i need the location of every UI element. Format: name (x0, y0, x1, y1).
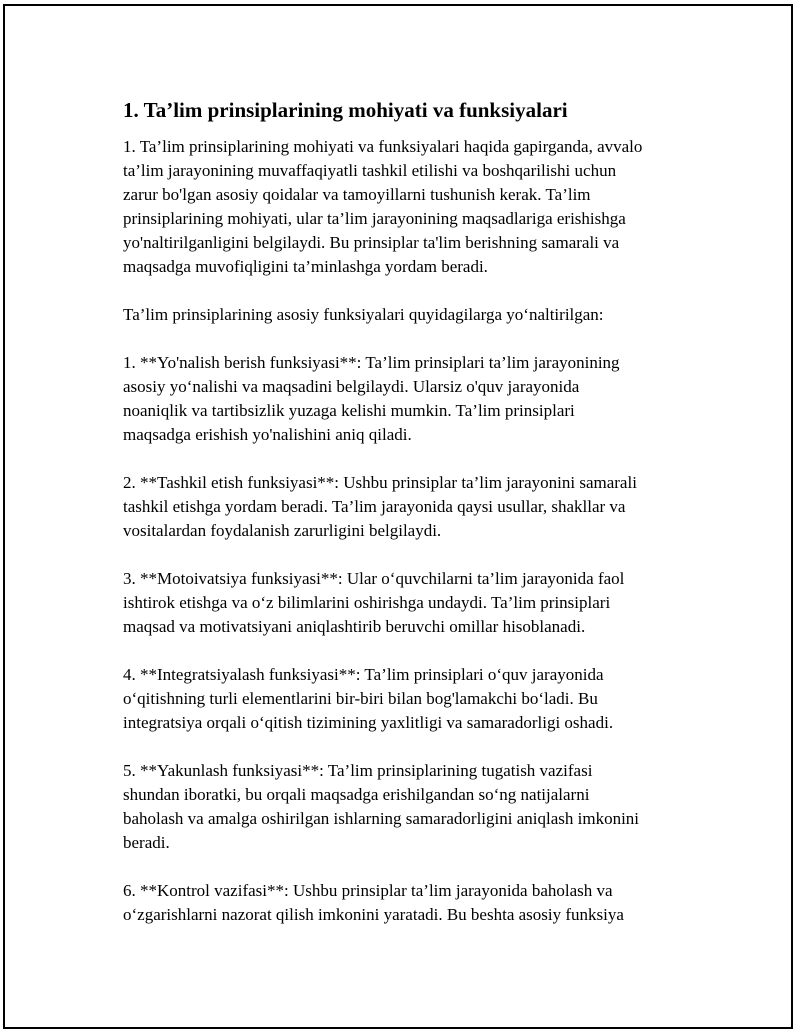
document-title: 1. Ta’lim prinsiplarining mohiyati va funksiyalari (123, 98, 568, 122)
text-line: integratsiya orqali o‘qitish tizimining yaxlitligi va samaradorligi oshadi. (123, 713, 614, 732)
text-line: baholash va amalga oshirilgan ishlarning samaradorligini aniqlash imkonini (123, 809, 640, 828)
text-line: 3. **Motoivatsiya funksiyasi**: Ular o‘quvchilarni ta’lim jarayonida faol (123, 569, 625, 588)
text-line: 4. **Integratsiyalash funksiyasi**: Ta’lim prinsiplari o‘quv jarayonida (123, 665, 604, 684)
text-line: 5. **Yakunlash funksiyasi**: Ta’lim prinsiplarining tugatish vazifasi (123, 761, 593, 780)
text-line: Ta’lim prinsiplarining asosiy funksiyalari quyidagilarga yo‘naltirilgan: (123, 305, 604, 324)
functions-intro-paragraph (123, 303, 691, 327)
intro-paragraph (123, 135, 691, 279)
text-line: o‘qitishning turli elementlarini bir-biri bilan bog'lamakchi bo‘ladi. Bu (123, 689, 598, 708)
text-line: maqsadga muvofiqligini ta’minlashga yordam beradi. (123, 257, 488, 276)
function-item-1 (123, 351, 691, 447)
text-line: 2. **Tashkil etish funksiyasi**: Ushbu prinsiplar ta’lim jarayonini samarali (123, 473, 637, 492)
document-body (123, 96, 691, 951)
function-item-4 (123, 663, 691, 735)
text-line: shundan iboratki, bu orqali maqsadga erishilgandan so‘ng natijalarni (123, 785, 590, 804)
text-line: maqsadga erishish yo'nalishini aniq qiladi. (123, 425, 412, 444)
text-line: noaniqlik va tartibsizlik yuzaga kelishi mumkin. Ta’lim prinsiplari (123, 401, 575, 420)
text-line: prinsiplarining mohiyati, ular ta’lim jarayonining maqsadlariga erishishga (123, 209, 626, 228)
text-line: 1. Ta’lim prinsiplarining mohiyati va funksiyalari haqida gapirganda, avvalo (123, 137, 643, 156)
text-line: maqsad va motivatsiyani aniqlashtirib beruvchi omillar hisoblanadi. (123, 617, 586, 636)
page-frame (3, 4, 793, 1029)
text-line: o‘zgarishlarni nazorat qilish imkonini yaratadi. Bu beshta asosiy funksiya (123, 905, 624, 924)
text-line: asosiy yo‘nalishi va maqsadini belgilaydi. Ularsiz o'quv jarayonida (123, 377, 580, 396)
text-line: beradi. (123, 833, 170, 852)
text-line: vositalardan foydalanish zarurligini belgilaydi. (123, 521, 442, 540)
text-line: ta’lim jarayonining muvaffaqiyatli tashkil etilishi va boshqarilishi uchun (123, 161, 617, 180)
function-item-2 (123, 471, 691, 543)
text-line: zarur bo'lgan asosiy qoidalar va tamoyillarni tushunish kerak. Ta’lim (123, 185, 591, 204)
text-line: yo'naltirilganligini belgilaydi. Bu prinsiplar ta'lim berishning samarali va (123, 233, 620, 252)
text-line: 6. **Kontrol vazifasi**: Ushbu prinsiplar ta’lim jarayonida baholash va (123, 881, 613, 900)
function-item-5 (123, 759, 691, 855)
function-item-6 (123, 879, 691, 927)
text-line: tashkil etishga yordam beradi. Ta’lim jarayonida qaysi usullar, shakllar va (123, 497, 626, 516)
function-item-3 (123, 567, 691, 639)
text-line: ishtirok etishga va o‘z bilimlarini oshirishga undaydi. Ta’lim prinsiplari (123, 593, 611, 612)
text-line: 1. **Yo'nalish berish funksiyasi**: Ta’lim prinsiplari ta’lim jarayonining (123, 353, 620, 372)
